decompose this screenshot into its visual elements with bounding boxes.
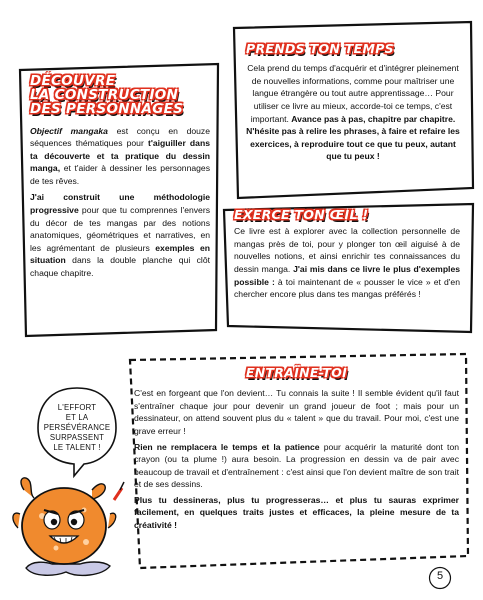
page-number	[428, 566, 452, 590]
prends-paragraph: Cela prend du temps d'acquérir et d'intégrer pleinement de nouvelles informations, comme pour maîtriser une langue étrangère ou tout autre apprentissage… Pour utiliser ce livre au mieux, accorde-toi ce temps, c'est important. Avance pas à pas, chapitre par chapitre. N'hésite pas à relire les phrases, à faire et refaire les exercices, à reproduire tout ce que tu peux, autant que tu peux !	[246, 63, 460, 162]
panel-exerce-ton-oeil	[222, 198, 475, 336]
bubble-line-3: PERSÉVÉRANCE	[43, 423, 111, 432]
entraine-title: ENTRAÎNE-TOI	[245, 365, 348, 380]
exerce-title: EXERCE TON ŒIL !	[234, 207, 369, 222]
bubble-line-4: SURPASSENT	[49, 433, 105, 442]
panel-entraine-toi	[100, 350, 470, 572]
decouvre-title-line-1: DÉCOUVRE	[30, 73, 116, 89]
entraine-paragraph-1: C'est en forgeant que l'on devient… Tu connais la suite ! Il semble évident qu'il faut s'entraîner chaque jour pour devenir un grand joueur de foot ; mais pour un dessinateur, on attend souvent plus du « talent » que du travail. Pour moi, c'est une grave erreur !	[134, 388, 459, 436]
entraine-paragraph-3: Plus tu dessineras, plus tu progresseras… et plus tu sauras exprimer facilement, en quelques traits justes et efficaces, la pleine mesure de ta créativité !	[134, 494, 459, 531]
entraine-paragraph-2: Rien ne remplacera le temps et la patience pour acquérir la maturité dont ton crayon (ou ta plume !) aura besoin. La progression en dessin va de pair avec beaucoup de travail et d'entraînement : c'est ainsi que l'on devient maître de son trait et de ses dessins.	[134, 441, 459, 490]
decouvre-title-line-3: DES PERSONNAGES	[30, 101, 184, 118]
speech-bubble	[36, 386, 118, 476]
exerce-paragraph: Ce livre est à explorer avec la collection personnelle de mangas près de toi, pour y plonger ton œil aiguisé à de nouvelles notions, et ainsi enrichir tes connaissances du dessin manga. J'ai mis dans ce livre le plus d'exemples possible : à toi maintenant de « pousser le vice » et d'en chercher encore plus dans tes mangas préférés !	[234, 226, 461, 300]
panel-decouvre	[8, 68, 220, 338]
page-number-text: 5	[436, 570, 444, 582]
decouvre-title	[30, 74, 210, 117]
prends-title: PRENDS TON TEMPS	[246, 41, 394, 56]
speech-bubble-text	[42, 403, 112, 453]
orange-blob-character-icon	[6, 470, 126, 580]
bubble-line-5: LE TALENT !	[53, 443, 101, 452]
decouvre-paragraph-2: J'ai construit une méthodologie progressive pour que tu comprennes l'envers du décor de tes mangas par des notions anatomiques, géométriques et narratives, en les agrémentant de plusieurs exemples en situation dans la double planche qui clôt chaque chapitre.	[30, 192, 210, 279]
decouvre-title-line-2: LA CONSTRUCTION	[30, 87, 179, 104]
bubble-line-2: ET LA	[65, 413, 89, 422]
panel-prends-ton-temps	[230, 20, 475, 202]
bubble-line-1: L'EFFORT	[57, 403, 97, 412]
decouvre-paragraph-1: Objectif mangaka est conçu en douze séquences thématiques pour t'aiguiller dans ta découverte et ta pratique du dessin manga, et t'aider à dessiner les personnages de tes rêves.	[30, 125, 211, 186]
